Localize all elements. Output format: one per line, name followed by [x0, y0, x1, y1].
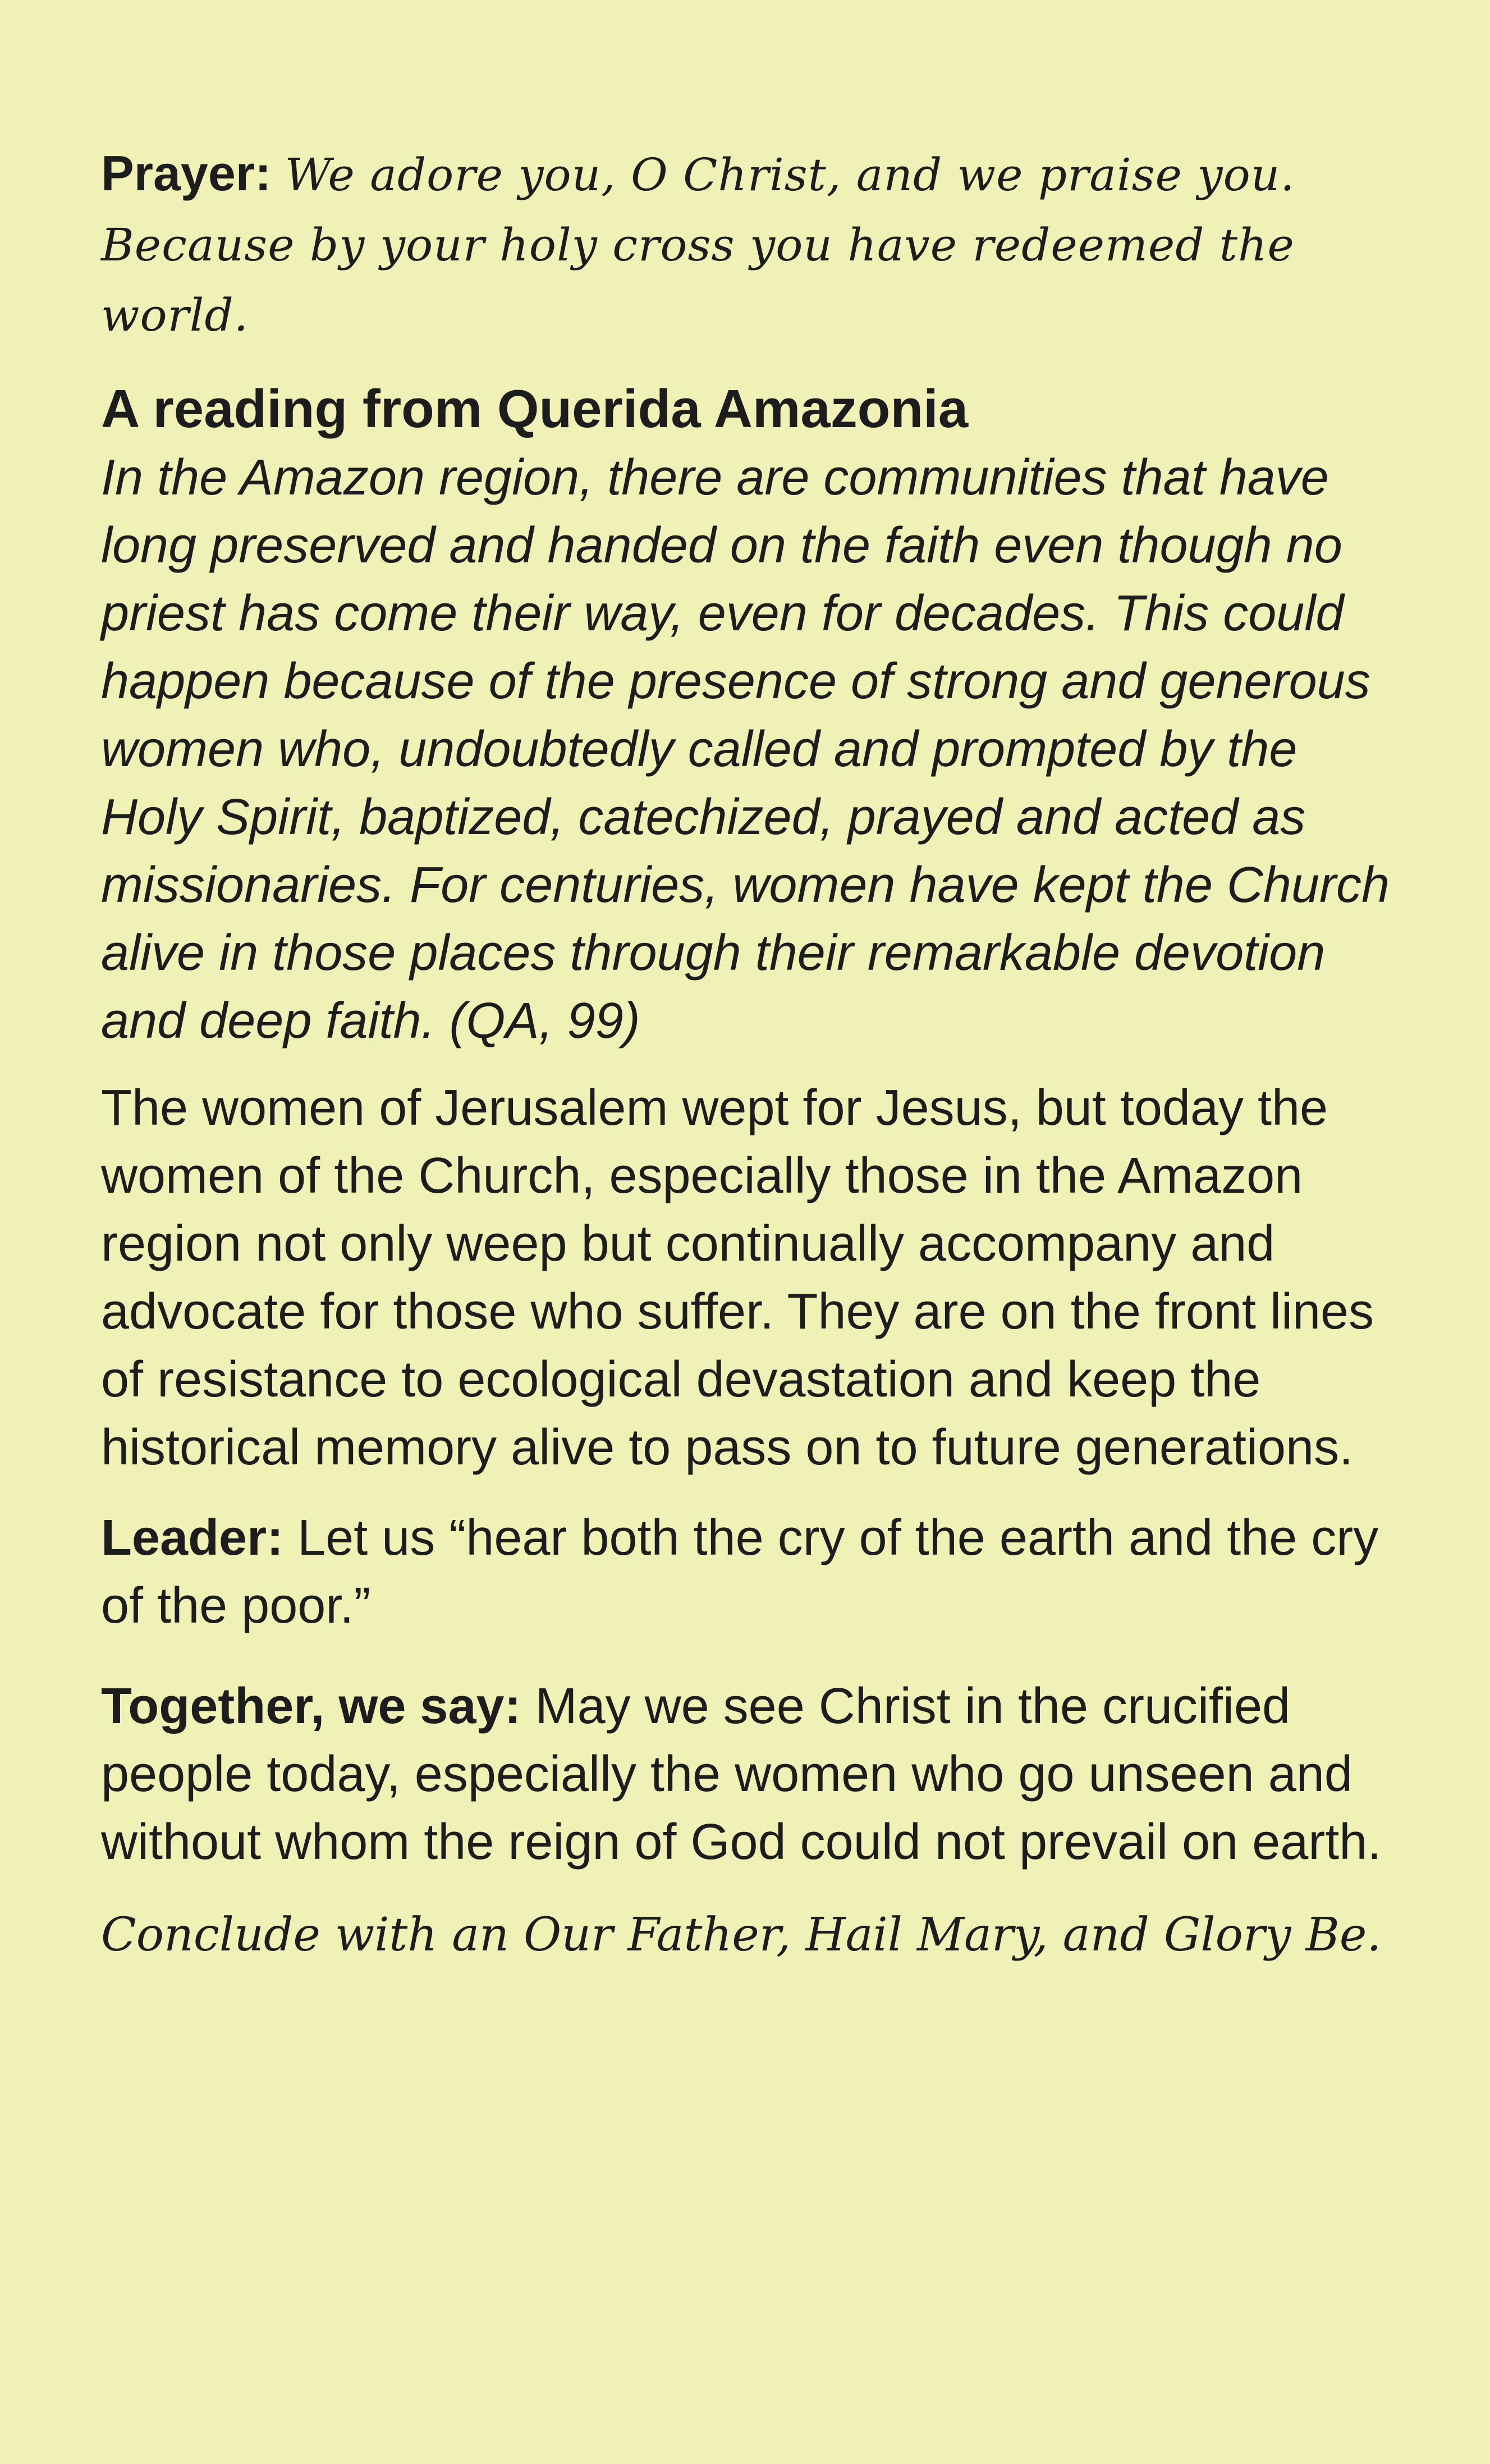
prayer-label: Prayer: [101, 145, 272, 201]
reading-quote: In the Amazon region, there are communities that have long preserved and handed on the faith even though no priest has come their way, even for decades. This could happen because of the presence of strong and generous women who, undoubtedly called and prompted by the Holy Spirit, baptized, catechized, prayed and acted as missionaries. For centuries, women have kept the Church alive in those places through their remarkable devotion and deep faith. (QA, 99) [101, 450, 1390, 1049]
conclusion-text: Conclude with an Our Father, Hail Mary, and Glory Be. [101, 1908, 1382, 1962]
leader-paragraph [101, 1504, 1397, 1640]
together-text: May we see Christ in the crucified people today, especially the women who go unseen and without whom the reign of God could not prevail on earth. [101, 1678, 1382, 1870]
prayer-text: We adore you, O Christ, and we praise you. Because by your holy cross you have redeemed the world. [101, 149, 1295, 341]
leader-label: Leader: [101, 1510, 284, 1566]
together-label: Together, we say: [101, 1678, 521, 1734]
reading-title: A reading from Querida Amazonia [101, 379, 969, 439]
reflection-paragraph: The women of Jerusalem wept for Jesus, but today the women of the Church, especially those in the Amazon region not only weep but continually accompany and advocate for those who suffer. They are on the front lines of resistance to ecological devastation and keep the historical memory alive to pass on to future generations. [101, 1080, 1374, 1476]
leader-text: Let us “hear both the cry of the earth and the cry of the poor.” [101, 1510, 1379, 1634]
together-paragraph [101, 1673, 1397, 1876]
prayer-paragraph [101, 139, 1397, 350]
